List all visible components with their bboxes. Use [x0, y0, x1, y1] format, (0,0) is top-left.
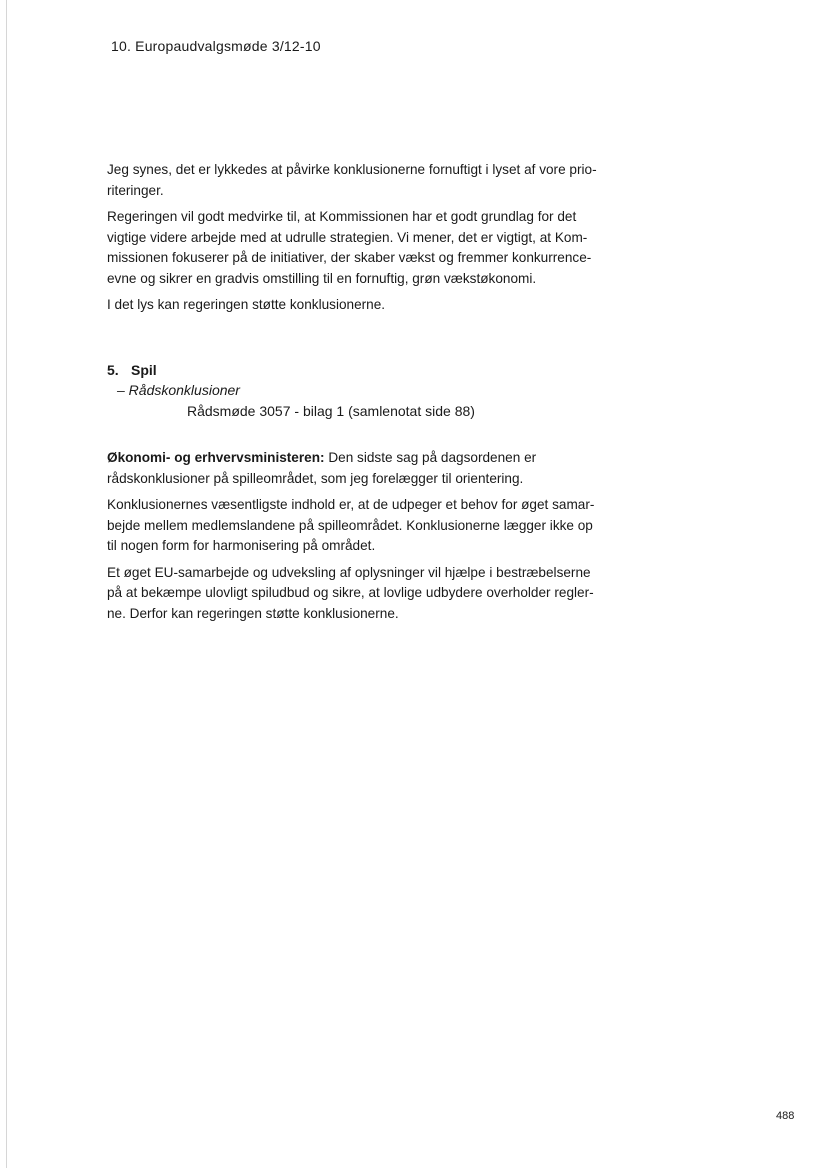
section-subitem: – Rådskonklusioner: [117, 382, 240, 398]
section-number: 5.: [107, 362, 119, 378]
paragraph: Et øget EU-samarbejde og udveksling af oplysninger vil hjælpe i bestræbelserne på at bekæmpe ulovligt spiludbud og sikre, at lovlige udbydere overholder reglerne. Derfor kan regeringen støtte konklusionerne.: [107, 564, 594, 621]
page-header: 10. Europaudvalgsmøde 3/12-10: [111, 38, 321, 54]
paragraph-speaker: [107, 448, 597, 489]
speaker-label: Økonomi- og erhvervsministeren:: [107, 450, 325, 465]
speaker-text: Den sidste sag på dagsordenen er rådskonklusioner på spilleområdet, som jeg forelægger til orientering.: [107, 450, 537, 486]
paragraph: Konklusionernes væsentligste indhold er, at de udpeger et behov for øget samarbejde mellem medlemslandene på spilleområdet. Konklusionerne lægger ikke op til nogen form for harmonisering på området.: [107, 497, 595, 553]
text-block-strategy: [107, 160, 597, 316]
page-number: 488: [776, 1110, 795, 1122]
paragraph: Jeg synes, det er lykkedes at påvirke konklusionerne fornuftigt i lyset af vore prioriteringer.: [107, 162, 597, 198]
meeting-reference: Rådsmøde 3057 - bilag 1 (samlenotat side 88): [187, 403, 475, 419]
paragraph: I det lys kan regeringen støtte konklusionerne.: [107, 297, 386, 312]
scan-edge-line: [6, 0, 7, 1168]
text-block-gambling: [107, 448, 597, 624]
section-title: Spil: [131, 362, 157, 378]
paragraph: Regeringen vil godt medvirke til, at Kommissionen har et godt grundlag for det vigtige videre arbejde med at udrulle strategien. Vi mener, det er vigtigt, at Kommissionen fokuserer på de initiativer, der skaber vækst og fremmer konkurrenceevne og sikrer en gradvis omstilling til en fornuftig, grøn vækstøkonomi.: [107, 209, 592, 286]
section-heading: [107, 362, 157, 378]
